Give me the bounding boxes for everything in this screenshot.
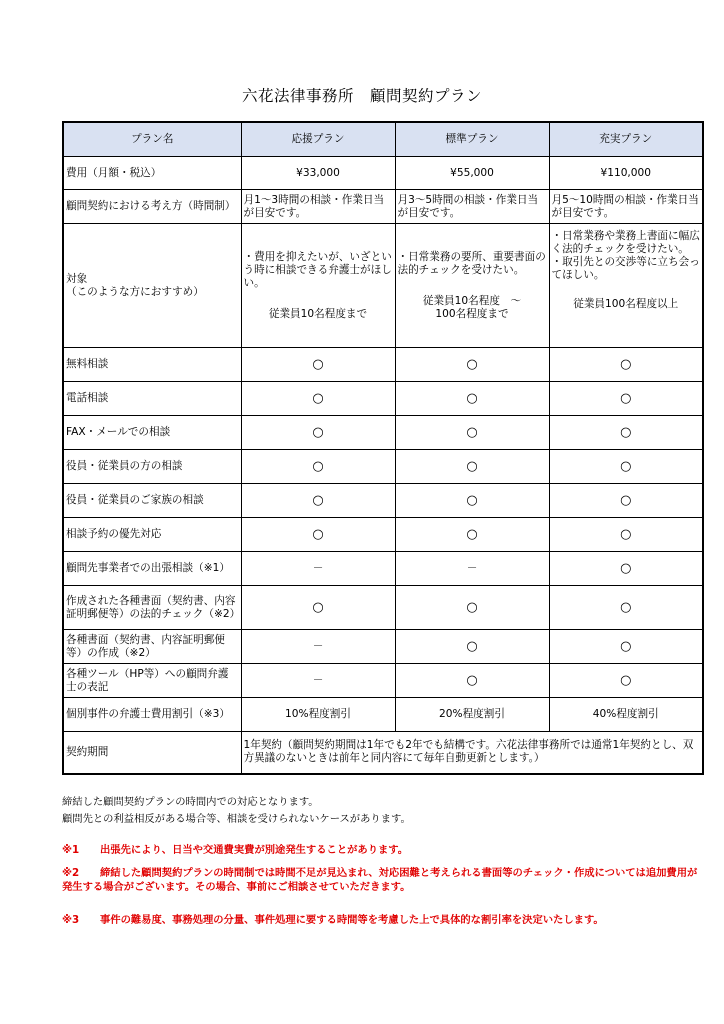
cell-value: ○ — [549, 382, 703, 416]
cell-value: ○ — [549, 552, 703, 586]
header-hyojun-plan: 標準プラン — [395, 122, 549, 157]
red-note-2 — [62, 866, 702, 894]
cell-value: ○ — [241, 586, 395, 630]
row-family — [63, 484, 703, 518]
red-note-text: 締結した顧問契約プランの時間制では時間不足が見込まれ、対応困難と考えられる書面等のチェック・作成については追加費用が発生する場合がございます。その場合、事前にご相談させていただきます。 — [62, 867, 698, 893]
header-ouen-plan: 応援プラン — [241, 122, 395, 157]
note-line: 締結した顧問契約プランの時間内での対応となります。 — [62, 796, 319, 808]
row-label: 個別事件の弁護士費用割引（※3） — [63, 698, 241, 732]
row-label: 作成された各種書面（契約書、内容証明郵便等）の法的チェック（※2） — [63, 586, 241, 630]
red-note-text: 事件の難易度、事務処理の分量、事件処理に要する時間等を考慮した上で具体的な割引率を決定いたします。 — [100, 914, 604, 926]
cell-value: 20%程度割引 — [395, 698, 549, 732]
cell-value: － — [395, 552, 549, 586]
notes — [62, 794, 411, 828]
red-note-mark: ※3 — [62, 914, 80, 926]
row-check — [63, 586, 703, 630]
note-line: 顧問先との利益相反がある場合等、相談を受けられないケースがあります。 — [62, 813, 411, 825]
table-header-row — [63, 122, 703, 157]
row-label: 契約期間 — [63, 732, 241, 774]
row-fee — [63, 157, 703, 190]
row-label: 顧問契約における考え方（時間制） — [63, 190, 241, 224]
row-tools — [63, 664, 703, 698]
row-label: 各種書面（契約書、内容証明郵便等）の作成（※2） — [63, 630, 241, 664]
row-label: 役員・従業員のご家族の相談 — [63, 484, 241, 518]
cell-value: ○ — [395, 348, 549, 382]
cell-subtext: 従業員10名程度 ～ 100名程度まで — [422, 294, 522, 320]
cell-value: － — [241, 552, 395, 586]
cell-value: ○ — [395, 630, 549, 664]
row-staff — [63, 450, 703, 484]
row-term — [63, 732, 703, 774]
red-note-3 — [62, 913, 702, 927]
red-note-mark: ※2 — [62, 867, 80, 879]
cell-value — [549, 224, 703, 348]
row-target — [63, 224, 703, 348]
row-label: 対象 （このような方におすすめ） — [63, 224, 241, 348]
cell-value: 1年契約（顧問契約期間は1年でも2年でも結構です。六花法律事務所では通常1年契約とし、双方異議のないときは前年と同内容にて毎年自動更新とします。） — [241, 732, 703, 774]
row-create — [63, 630, 703, 664]
row-free — [63, 348, 703, 382]
cell-subtext: 従業員10名程度まで — [268, 307, 368, 320]
cell-value: ○ — [395, 416, 549, 450]
red-note-mark: ※1 — [62, 844, 80, 856]
page-title: 六花法律事務所 顧問契約プラン — [241, 87, 482, 105]
row-label: 各種ツール（HP等）への顧問弁護士の表記 — [63, 664, 241, 698]
cell-value: ○ — [395, 586, 549, 630]
row-discount — [63, 698, 703, 732]
cell-text: ・費用を抑えたいが、いざという時に相談できる弁護士がほしい。 — [243, 250, 392, 289]
cell-value: 月1～3時間の相談・作業日当が目安です。 — [241, 190, 395, 224]
row-phone — [63, 382, 703, 416]
row-concept — [63, 190, 703, 224]
cell-value: 月5～10時間の相談・作業日当が目安です。 — [549, 190, 703, 224]
cell-value: ¥110,000 — [549, 157, 703, 190]
row-label: 役員・従業員の方の相談 — [63, 450, 241, 484]
cell-value — [395, 224, 549, 348]
cell-value: ○ — [241, 416, 395, 450]
header-plan-name: プラン名 — [63, 122, 241, 157]
cell-value: ○ — [549, 484, 703, 518]
cell-text: ・日常業務や業務上書面に幅広く法的チェックを受けたい。 ・取引先との交渉等に立ち会ってほしい。 — [551, 230, 700, 281]
cell-value: ○ — [549, 348, 703, 382]
cell-subtext: 従業員100名程度以上 — [573, 298, 679, 310]
row-label: 相談予約の優先対応 — [63, 518, 241, 552]
cell-value: ○ — [395, 450, 549, 484]
cell-value: 40%程度割引 — [549, 698, 703, 732]
cell-value — [241, 224, 395, 348]
cell-value: ○ — [549, 664, 703, 698]
cell-value: － — [241, 664, 395, 698]
cell-value: ○ — [395, 382, 549, 416]
cell-value: ○ — [395, 518, 549, 552]
row-label: 電話相談 — [63, 382, 241, 416]
red-note-1 — [62, 843, 702, 857]
cell-value: ○ — [241, 450, 395, 484]
row-fax — [63, 416, 703, 450]
header-jujitsu-plan: 充実プラン — [549, 122, 703, 157]
plan-table — [62, 121, 704, 775]
cell-value: ○ — [549, 416, 703, 450]
cell-value: ○ — [395, 664, 549, 698]
row-label: 費用（月額・税込） — [63, 157, 241, 190]
red-note-text: 出張先により、日当や交通費実費が別途発生することがあります。 — [100, 844, 409, 856]
cell-text: ・日常業務の要所、重要書面の法的チェックを受けたい。 — [397, 250, 546, 276]
row-visit — [63, 552, 703, 586]
cell-value: ○ — [241, 382, 395, 416]
cell-value: 10%程度割引 — [241, 698, 395, 732]
cell-value: ¥55,000 — [395, 157, 549, 190]
row-label: FAX・メールでの相談 — [63, 416, 241, 450]
cell-value: ○ — [241, 518, 395, 552]
cell-value: ○ — [395, 484, 549, 518]
cell-value: ○ — [241, 348, 395, 382]
cell-value: ○ — [549, 630, 703, 664]
cell-value: ¥33,000 — [241, 157, 395, 190]
cell-value: ○ — [549, 450, 703, 484]
cell-value: ○ — [241, 484, 395, 518]
cell-value: ○ — [549, 586, 703, 630]
row-priority — [63, 518, 703, 552]
row-label: 無料相談 — [63, 348, 241, 382]
cell-value: 月3～5時間の相談・作業日当が目安です。 — [395, 190, 549, 224]
row-label: 顧問先事業者での出張相談（※1） — [63, 552, 241, 586]
cell-value: ○ — [549, 518, 703, 552]
cell-value: － — [241, 630, 395, 664]
